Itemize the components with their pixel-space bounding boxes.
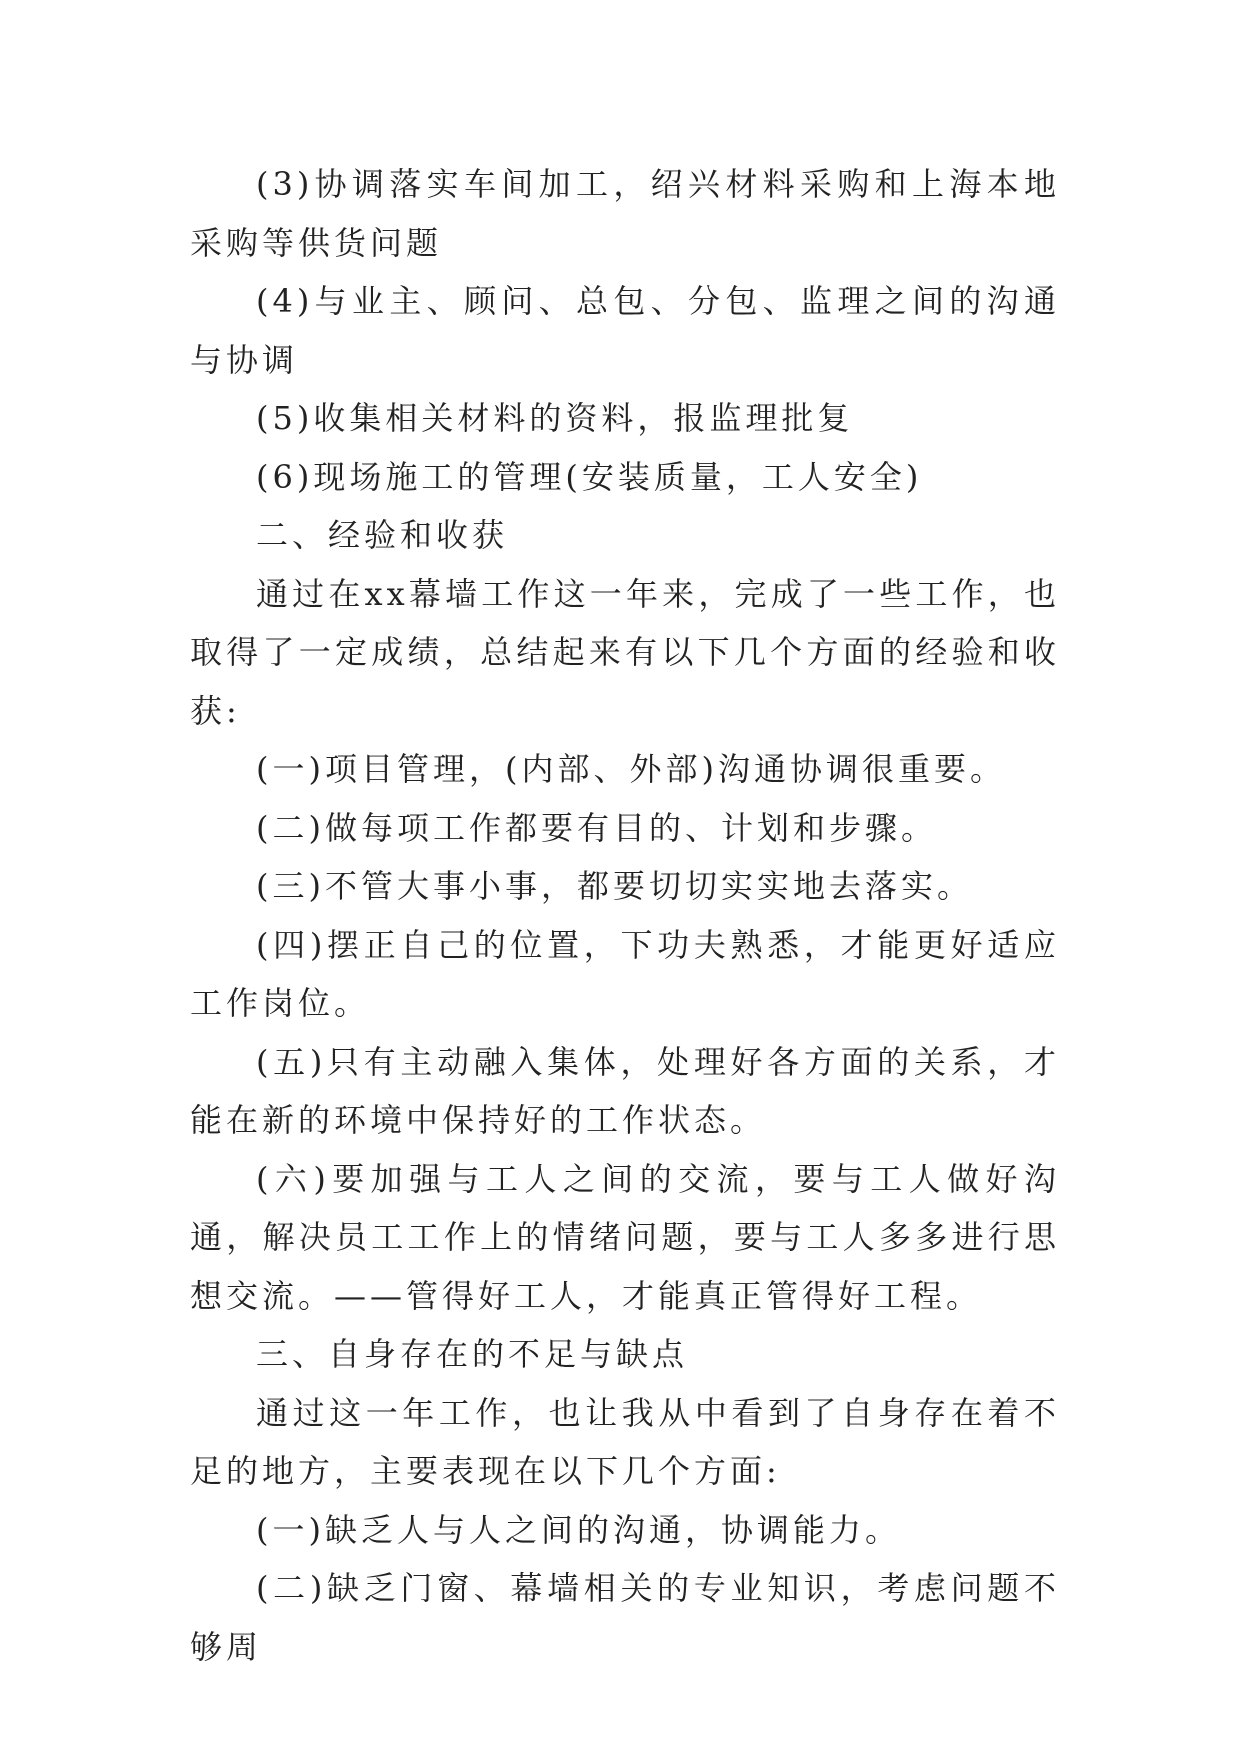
paragraph-shortcomings-1: (一)缺乏人与人之间的沟通，协调能力。: [256, 1510, 901, 1549]
paragraph-experience-6: (六)要加强与工人之间的交流，要与工人做好沟通，解决员工工作上的情绪问题，要与工人多多进行思想交流。——管得好工人，才能真正管得好工程。: [190, 1159, 1060, 1315]
paragraph-item-5: (5)收集相关材料的资料，报监理批复: [256, 399, 854, 437]
paragraph-experience-2: (二)做每项工作都要有目的、计划和步骤。: [256, 808, 937, 847]
paragraph-shortcomings-intro: 通过这一年工作，也让我从中看到了自身存在着不足的地方，主要表现在以下几个方面:: [190, 1393, 1060, 1490]
paragraph-experience-3: (三)不管大事小事，都要切切实实地去落实。: [256, 867, 973, 905]
paragraph-experience-intro: 通过在xx幕墙工作这一年来，完成了一些工作，也取得了一定成绩，总结起来有以下几个方面的经验和收获:: [190, 574, 1060, 730]
document-body: [190, 155, 1060, 1676]
paragraph-item-6: (6)现场施工的管理(安装质量，工人安全): [256, 457, 923, 496]
paragraph-experience-5: (五)只有主动融入集体，处理好各方面的关系，才能在新的环境中保持好的工作状态。: [190, 1042, 1060, 1139]
paragraph-shortcomings-2: (二)缺乏门窗、幕墙相关的专业知识，考虑问题不够周: [190, 1569, 1060, 1666]
paragraph-item-4: (4)与业主、顾问、总包、分包、监理之间的沟通与协调: [190, 282, 1060, 379]
paragraph-experience-1: (一)项目管理，(内部、外部)沟通协调很重要。: [256, 750, 1006, 788]
paragraph-item-3: (3)协调落实车间加工，绍兴材料采购和上海本地采购等供货问题: [190, 165, 1060, 262]
section-heading-shortcomings: 三、自身存在的不足与缺点: [256, 1335, 689, 1373]
section-heading-experience: 二、经验和收获: [256, 516, 509, 554]
paragraph-experience-4: (四)摆正自己的位置，下功夫熟悉，才能更好适应工作岗位。: [190, 925, 1060, 1022]
